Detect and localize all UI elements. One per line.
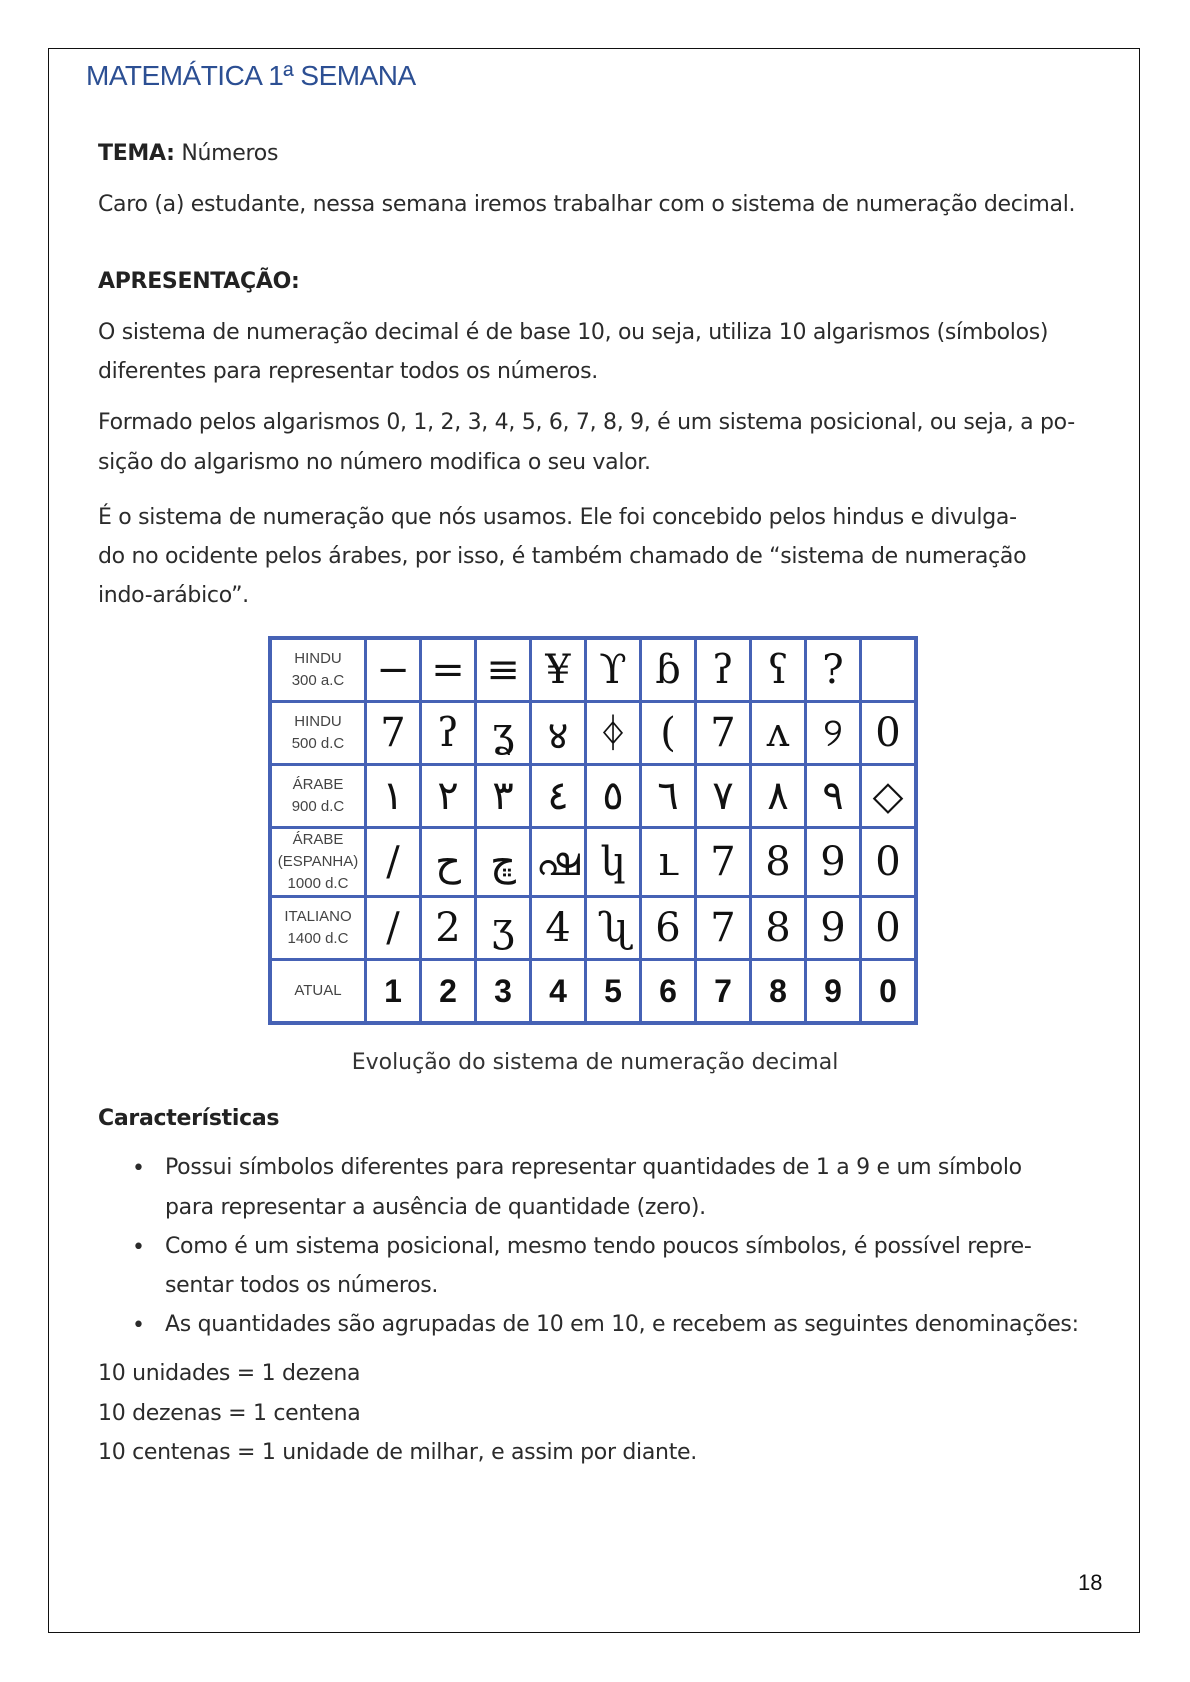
numeral-cell: 7	[696, 702, 751, 765]
numeral-cell: 8	[751, 828, 806, 897]
table-row	[270, 702, 916, 765]
row-label	[270, 638, 366, 702]
numeral-cell: ٧	[696, 765, 751, 828]
numeral-cell: 6	[641, 897, 696, 960]
numeral-cell: ٥	[586, 765, 641, 828]
numeral-cell: ?	[806, 638, 861, 702]
numeral-cell: 3	[476, 960, 531, 1024]
numeral-cell: ʓ	[476, 702, 531, 765]
row-label	[270, 960, 366, 1024]
table-row	[270, 638, 916, 702]
paragraph-line: É o sistema de numeração que nós usamos. Ele foi concebido pelos hindus e divulga-	[98, 505, 1017, 530]
row-label-line: 1400 d.C	[287, 930, 349, 947]
page-title: MATEMÁTICA 1ª SEMANA	[86, 60, 416, 91]
numeral-cell: ح	[421, 828, 476, 897]
equivalence-line: 10 unidades = 1 dezena	[98, 1361, 361, 1386]
numeral-cell: ٨	[751, 765, 806, 828]
row-label-line: 300 a.C	[291, 672, 345, 689]
numeral-cell: ʌ	[751, 702, 806, 765]
row-label-line: ÁRABE	[292, 776, 344, 793]
numeral-cell: =	[421, 638, 476, 702]
numeral-cell: (	[641, 702, 696, 765]
numeral-cell: 9	[806, 960, 861, 1024]
row-label-line: 900 d.C	[291, 798, 345, 815]
numeral-cell: 9	[806, 828, 861, 897]
numeral-cell: 8	[751, 897, 806, 960]
caracteristicas-heading: Características	[98, 1106, 280, 1131]
row-label	[270, 828, 366, 897]
numeral-cell: 7	[696, 828, 751, 897]
numeral-cell: −	[366, 638, 421, 702]
numeral-cell: ᛄ	[586, 702, 641, 765]
equivalence-line: 10 centenas = 1 unidade de milhar, e assim por diante.	[98, 1440, 697, 1465]
numeral-cell: ɓ	[641, 638, 696, 702]
numeral-cell: 6	[641, 960, 696, 1024]
paragraph-line: indo-arábico”.	[98, 583, 249, 608]
tema-label: TEMA:	[98, 141, 175, 166]
row-label	[270, 765, 366, 828]
paragraph-line: sição do algarismo no número modifica o seu valor.	[98, 450, 651, 475]
paragraph-line: O sistema de numeração decimal é de base 10, ou seja, utiliza 10 algarismos (símbolos)	[98, 320, 1049, 345]
numeral-cell: 4	[531, 897, 586, 960]
table-row	[270, 828, 916, 897]
numeral-cell: 1	[366, 960, 421, 1024]
row-label-line: HINDU	[294, 650, 342, 667]
numeral-cell: ୨	[806, 702, 861, 765]
numeral-cell: ʔ	[696, 638, 751, 702]
numeral-cell: 2	[421, 960, 476, 1024]
bullet-icon: •	[132, 1235, 145, 1260]
numeral-cell	[861, 638, 917, 702]
tema-line	[98, 134, 278, 173]
numeral-cell: 8	[751, 960, 806, 1024]
numeral-cell: 7	[696, 897, 751, 960]
row-label-line: ÁRABE	[292, 831, 344, 848]
row-label-line: ITALIANO	[284, 908, 352, 925]
paragraph-line: diferentes para representar todos os números.	[98, 359, 598, 384]
numeral-cell: 4	[531, 960, 586, 1024]
table-row	[270, 765, 916, 828]
numeral-cell: ¥	[531, 638, 586, 702]
numeral-cell: 2	[421, 897, 476, 960]
numeral-cell: ٤	[531, 765, 586, 828]
numeral-cell: 9	[806, 897, 861, 960]
paragraph-line: Formado pelos algarismos 0, 1, 2, 3, 4, 5, 6, 7, 8, 9, é um sistema posicional, ou seja, a po-	[98, 410, 1075, 435]
bullet-line: Como é um sistema posicional, mesmo tendo poucos símbolos, é possível repre-	[165, 1234, 1032, 1259]
row-label-line: 1000 d.C	[287, 875, 349, 892]
numeral-cell: ʔ	[421, 702, 476, 765]
numeral-cell: 0	[861, 960, 917, 1024]
row-label-line: (ESPANHA)	[277, 853, 359, 870]
numeral-cell: ʕ	[751, 638, 806, 702]
page-number: 18	[1078, 1570, 1103, 1595]
numeral-cell: ʯ	[586, 897, 641, 960]
numeral-cell: կ	[586, 828, 641, 897]
numeral-cell: ४	[531, 702, 586, 765]
numeral-cell: ٩	[806, 765, 861, 828]
numeral-cell: ഷ	[531, 828, 586, 897]
numeral-cell: ւ	[641, 828, 696, 897]
numeral-cell: ϒ	[586, 638, 641, 702]
numeral-cell: /	[366, 897, 421, 960]
table-row	[270, 897, 916, 960]
row-label	[270, 897, 366, 960]
tema-value: Números	[174, 141, 279, 166]
intro-text: Caro (a) estudante, nessa semana iremos trabalhar com o sistema de numeração decimal.	[98, 192, 1076, 217]
row-label-line: ATUAL	[294, 982, 342, 999]
numeral-cell: 0	[861, 828, 917, 897]
numeral-cell: ٣	[476, 765, 531, 828]
bullet-icon: •	[132, 1156, 145, 1181]
numeral-cell: 7	[696, 960, 751, 1024]
numeral-cell: 0	[861, 702, 917, 765]
numeral-cell: ١	[366, 765, 421, 828]
numeral-cell: /	[366, 828, 421, 897]
bullet-line: para representar a ausência de quantidade (zero).	[165, 1195, 706, 1220]
table-caption: Evolução do sistema de numeração decimal	[351, 1050, 839, 1075]
numeral-cell: 7	[366, 702, 421, 765]
table-row	[270, 960, 916, 1024]
equivalence-line: 10 dezenas = 1 centena	[98, 1401, 361, 1426]
numeral-cell: ◇	[861, 765, 917, 828]
paragraph-line: do no ocidente pelos árabes, por isso, é também chamado de “sistema de numeração	[98, 544, 1027, 569]
numeral-cell: ٦	[641, 765, 696, 828]
apresentacao-heading: APRESENTAÇÃO:	[98, 269, 300, 294]
numeral-cell: ڇ	[476, 828, 531, 897]
bullet-line: Possui símbolos diferentes para representar quantidades de 1 a 9 e um símbolo	[165, 1155, 1022, 1180]
numeral-cell: ≡	[476, 638, 531, 702]
numeral-cell: ʒ	[476, 897, 531, 960]
bullet-line: As quantidades são agrupadas de 10 em 10, e recebem as seguintes denominações:	[165, 1312, 1079, 1337]
numeral-evolution-table	[268, 636, 918, 1025]
row-label-line: HINDU	[294, 713, 342, 730]
numeral-cell: 0	[861, 897, 917, 960]
numeral-cell: 5	[586, 960, 641, 1024]
bullet-line: sentar todos os números.	[165, 1273, 439, 1298]
row-label-line: 500 d.C	[291, 735, 345, 752]
row-label	[270, 702, 366, 765]
numeral-cell: ٢	[421, 765, 476, 828]
bullet-icon: •	[132, 1313, 145, 1338]
